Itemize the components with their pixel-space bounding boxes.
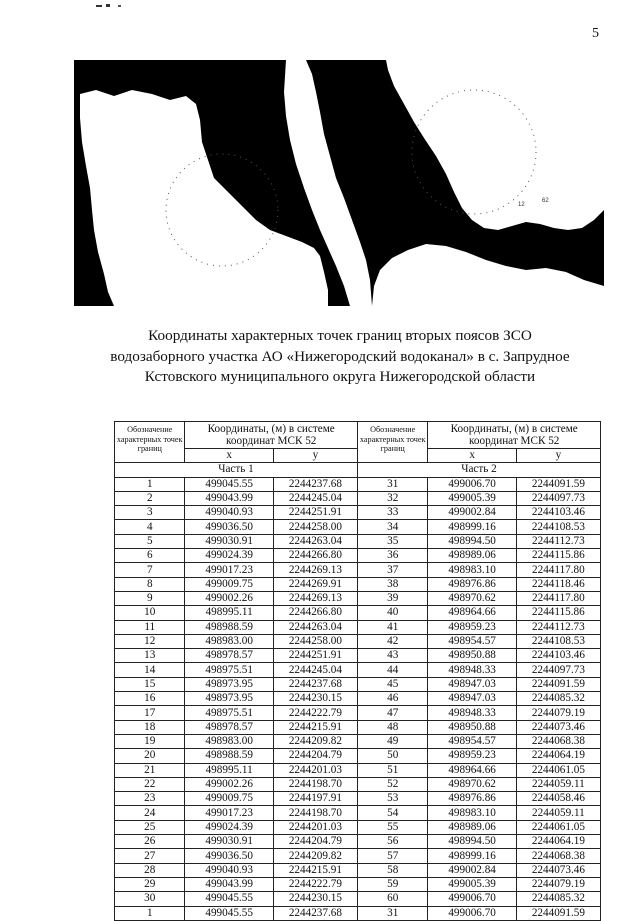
y-coordinate-cell: 2244112.73: [516, 534, 600, 548]
y-coordinate-cell: 2244073.46: [516, 863, 600, 877]
point-number-cell: 50: [357, 749, 427, 763]
table-row: [115, 591, 601, 605]
table-row: [115, 677, 601, 691]
y-coordinate-cell: 2244269.13: [273, 563, 357, 577]
point-designation-header: Обозначение характерных точек границ: [357, 422, 427, 463]
table-row: [115, 606, 601, 620]
point-number-cell: 1: [115, 906, 185, 920]
point-number-cell: 54: [357, 806, 427, 820]
table-row: [115, 820, 601, 834]
x-coordinate-cell: 499006.70: [428, 906, 516, 920]
point-number-cell: 3: [115, 506, 185, 520]
y-coordinate-cell: 2244064.19: [516, 749, 600, 763]
point-number-cell: 52: [357, 777, 427, 791]
point-number-cell: 36: [357, 549, 427, 563]
y-coordinate-cell: 2244064.19: [516, 835, 600, 849]
x-coordinate-cell: 499002.84: [428, 506, 516, 520]
table-row: [115, 835, 601, 849]
y-coordinate-cell: 2244079.19: [516, 877, 600, 891]
table-body: [115, 477, 601, 920]
x-coordinate-cell: 499006.70: [428, 892, 516, 906]
point-number-cell: 39: [357, 591, 427, 605]
table-row: [115, 734, 601, 748]
point-number-cell: 7: [115, 563, 185, 577]
y-coordinate-cell: 2244117.80: [516, 563, 600, 577]
x-column-header: x: [428, 449, 516, 463]
x-coordinate-cell: 498983.00: [185, 734, 273, 748]
point-number-cell: 45: [357, 677, 427, 691]
x-coordinate-cell: 498976.86: [428, 792, 516, 806]
table-row: [115, 663, 601, 677]
x-coordinate-cell: 498948.33: [428, 706, 516, 720]
x-coordinate-cell: 498975.51: [185, 706, 273, 720]
x-coordinate-cell: 498973.95: [185, 692, 273, 706]
x-coordinate-cell: 499043.99: [185, 491, 273, 505]
point-number-cell: 60: [357, 892, 427, 906]
x-coordinate-cell: 499030.91: [185, 534, 273, 548]
y-coordinate-cell: 2244245.04: [273, 491, 357, 505]
x-coordinate-cell: 498994.50: [428, 835, 516, 849]
point-number-cell: 30: [115, 892, 185, 906]
x-coordinate-cell: 498954.57: [428, 634, 516, 648]
y-coordinate-cell: 2244237.68: [273, 906, 357, 920]
x-coordinate-cell: 498978.57: [185, 720, 273, 734]
y-coordinate-cell: 2244108.53: [516, 520, 600, 534]
x-coordinate-cell: 499005.39: [428, 491, 516, 505]
x-coordinate-cell: 498983.00: [185, 634, 273, 648]
point-number-cell: 35: [357, 534, 427, 548]
x-coordinate-cell: 498995.11: [185, 606, 273, 620]
point-number-cell: 22: [115, 777, 185, 791]
x-coordinate-cell: 499040.93: [185, 863, 273, 877]
point-number-cell: 28: [115, 863, 185, 877]
table-row: [115, 877, 601, 891]
point-number-cell: 51: [357, 763, 427, 777]
point-number-cell: 5: [115, 534, 185, 548]
table-row: [115, 849, 601, 863]
coordinates-header: Координаты, (м) в системе координат МСК 52: [185, 422, 358, 449]
point-number-cell: 24: [115, 806, 185, 820]
y-coordinate-cell: 2244068.38: [516, 849, 600, 863]
x-coordinate-cell: 499045.55: [185, 892, 273, 906]
x-coordinate-cell: 499017.23: [185, 806, 273, 820]
map-point-label: 62: [542, 198, 549, 204]
y-coordinate-cell: 2244245.04: [273, 663, 357, 677]
y-coordinate-cell: 2244091.59: [516, 477, 600, 491]
y-coordinate-cell: 2244091.59: [516, 677, 600, 691]
y-coordinate-cell: 2244209.82: [273, 734, 357, 748]
y-coordinate-cell: 2244061.05: [516, 763, 600, 777]
table-row: [115, 534, 601, 548]
y-coordinate-cell: 2244258.00: [273, 634, 357, 648]
point-number-cell: 9: [115, 591, 185, 605]
y-coordinate-cell: 2244201.03: [273, 820, 357, 834]
x-coordinate-cell: 499043.99: [185, 877, 273, 891]
y-column-header: y: [516, 449, 600, 463]
table-row: [115, 506, 601, 520]
y-coordinate-cell: 2244269.13: [273, 591, 357, 605]
x-coordinate-cell: 498970.62: [428, 591, 516, 605]
point-number-cell: 57: [357, 849, 427, 863]
scan-artifact: [96, 2, 136, 10]
table-row: [115, 692, 601, 706]
point-number-cell: 27: [115, 849, 185, 863]
point-number-cell: 37: [357, 563, 427, 577]
y-coordinate-cell: 2244198.70: [273, 777, 357, 791]
y-coordinate-cell: 2244237.68: [273, 677, 357, 691]
point-number-cell: 1: [115, 477, 185, 491]
title-line: водозаборного участка АО «Нижегородский водоканал» в с. Запрудное: [110, 347, 570, 365]
y-coordinate-cell: 2244103.46: [516, 649, 600, 663]
y-coordinate-cell: 2244222.79: [273, 877, 357, 891]
title-line: Кстовского муниципального округа Нижегородской области: [144, 368, 536, 385]
point-number-cell: 32: [357, 491, 427, 505]
point-number-cell: 58: [357, 863, 427, 877]
point-number-cell: 31: [357, 906, 427, 920]
point-number-cell: 10: [115, 606, 185, 620]
x-coordinate-cell: 499002.26: [185, 591, 273, 605]
y-coordinate-cell: 2244118.46: [516, 577, 600, 591]
y-coordinate-cell: 2244073.46: [516, 720, 600, 734]
x-coordinate-cell: 499040.93: [185, 506, 273, 520]
point-number-cell: 19: [115, 734, 185, 748]
scanned-map: [74, 60, 604, 306]
y-coordinate-cell: 2244251.91: [273, 506, 357, 520]
y-coordinate-cell: 2244085.32: [516, 692, 600, 706]
y-coordinate-cell: 2244204.79: [273, 749, 357, 763]
table-row: [115, 892, 601, 906]
title-line: Координаты характерных точек границ вторых поясов ЗСО: [148, 327, 532, 344]
x-coordinate-cell: 498959.23: [428, 749, 516, 763]
table-row: [115, 863, 601, 877]
point-number-cell: 23: [115, 792, 185, 806]
table-row: [115, 763, 601, 777]
point-number-cell: 15: [115, 677, 185, 691]
y-coordinate-cell: 2244097.73: [516, 663, 600, 677]
point-number-cell: 53: [357, 792, 427, 806]
point-number-cell: 56: [357, 835, 427, 849]
x-coordinate-cell: 498983.10: [428, 806, 516, 820]
point-number-cell: 31: [357, 477, 427, 491]
x-coordinate-cell: 499024.39: [185, 549, 273, 563]
x-coordinate-cell: 498947.03: [428, 692, 516, 706]
point-number-cell: 13: [115, 649, 185, 663]
y-coordinate-cell: 2244230.15: [273, 692, 357, 706]
point-designation-header: Обозначение характерных точек границ: [115, 422, 185, 463]
x-coordinate-cell: 499036.50: [185, 849, 273, 863]
point-number-cell: 48: [357, 720, 427, 734]
y-coordinate-cell: 2244266.80: [273, 549, 357, 563]
y-coordinate-cell: 2244251.91: [273, 649, 357, 663]
point-number-cell: 6: [115, 549, 185, 563]
y-coordinate-cell: 2244079.19: [516, 706, 600, 720]
x-coordinate-cell: 499009.75: [185, 792, 273, 806]
y-coordinate-cell: 2244115.86: [516, 606, 600, 620]
y-coordinate-cell: 2244263.04: [273, 620, 357, 634]
table-row: [115, 477, 601, 491]
map-point-label: 12: [518, 202, 525, 208]
table-row: [115, 777, 601, 791]
point-number-cell: 33: [357, 506, 427, 520]
x-coordinate-cell: 499002.84: [428, 863, 516, 877]
table-row: [115, 706, 601, 720]
x-coordinate-cell: 499005.39: [428, 877, 516, 891]
y-coordinate-cell: 2244269.91: [273, 577, 357, 591]
y-coordinate-cell: 2244085.32: [516, 892, 600, 906]
coordinates-table: [114, 421, 601, 921]
point-number-cell: 42: [357, 634, 427, 648]
point-number-cell: 38: [357, 577, 427, 591]
x-coordinate-cell: 499017.23: [185, 563, 273, 577]
x-coordinate-cell: 498988.59: [185, 749, 273, 763]
point-number-cell: 26: [115, 835, 185, 849]
y-coordinate-cell: 2244258.00: [273, 520, 357, 534]
document-title: [80, 326, 600, 388]
x-coordinate-cell: 498988.59: [185, 620, 273, 634]
point-number-cell: 14: [115, 663, 185, 677]
part-2-label: Часть 2: [357, 463, 600, 477]
y-coordinate-cell: 2244108.53: [516, 634, 600, 648]
x-coordinate-cell: 498948.33: [428, 663, 516, 677]
x-coordinate-cell: 499002.26: [185, 777, 273, 791]
page-number: 5: [592, 26, 599, 41]
y-coordinate-cell: 2244091.59: [516, 906, 600, 920]
part-1-label: Часть 1: [115, 463, 358, 477]
table-row: [115, 749, 601, 763]
point-number-cell: 25: [115, 820, 185, 834]
table-row: [115, 649, 601, 663]
y-coordinate-cell: 2244215.91: [273, 863, 357, 877]
y-coordinate-cell: 2244058.46: [516, 792, 600, 806]
x-coordinate-cell: 499009.75: [185, 577, 273, 591]
point-number-cell: 44: [357, 663, 427, 677]
x-coordinate-cell: 498964.66: [428, 606, 516, 620]
x-coordinate-cell: 498964.66: [428, 763, 516, 777]
y-coordinate-cell: 2244097.73: [516, 491, 600, 505]
point-number-cell: 43: [357, 649, 427, 663]
x-coordinate-cell: 498983.10: [428, 563, 516, 577]
x-coordinate-cell: 499030.91: [185, 835, 273, 849]
x-coordinate-cell: 498950.88: [428, 720, 516, 734]
table-row: [115, 577, 601, 591]
point-number-cell: 34: [357, 520, 427, 534]
table-row: [115, 806, 601, 820]
x-coordinate-cell: 499045.55: [185, 906, 273, 920]
x-coordinate-cell: 499006.70: [428, 477, 516, 491]
y-coordinate-cell: 2244222.79: [273, 706, 357, 720]
table-row: [115, 549, 601, 563]
y-coordinate-cell: 2244230.15: [273, 892, 357, 906]
table-row: [115, 720, 601, 734]
table-row: [115, 491, 601, 505]
x-coordinate-cell: 498995.11: [185, 763, 273, 777]
point-number-cell: 55: [357, 820, 427, 834]
y-coordinate-cell: 2244059.11: [516, 806, 600, 820]
table-row: [115, 563, 601, 577]
x-coordinate-cell: 498999.16: [428, 520, 516, 534]
x-coordinate-cell: 498989.06: [428, 820, 516, 834]
y-coordinate-cell: 2244266.80: [273, 606, 357, 620]
point-number-cell: 21: [115, 763, 185, 777]
x-coordinate-cell: 498950.88: [428, 649, 516, 663]
point-number-cell: 4: [115, 520, 185, 534]
y-coordinate-cell: 2244059.11: [516, 777, 600, 791]
y-coordinate-cell: 2244112.73: [516, 620, 600, 634]
table-row: [115, 520, 601, 534]
x-coordinate-cell: 499036.50: [185, 520, 273, 534]
point-number-cell: 40: [357, 606, 427, 620]
x-column-header: x: [185, 449, 273, 463]
x-coordinate-cell: 498976.86: [428, 577, 516, 591]
point-number-cell: 46: [357, 692, 427, 706]
x-coordinate-cell: 499045.55: [185, 477, 273, 491]
table-row: [115, 634, 601, 648]
x-coordinate-cell: 498994.50: [428, 534, 516, 548]
point-number-cell: 49: [357, 734, 427, 748]
x-coordinate-cell: 498970.62: [428, 777, 516, 791]
point-number-cell: 12: [115, 634, 185, 648]
x-coordinate-cell: 498954.57: [428, 734, 516, 748]
x-coordinate-cell: 498973.95: [185, 677, 273, 691]
point-number-cell: 2: [115, 491, 185, 505]
point-number-cell: 41: [357, 620, 427, 634]
x-coordinate-cell: 498947.03: [428, 677, 516, 691]
y-coordinate-cell: 2244198.70: [273, 806, 357, 820]
y-coordinate-cell: 2244117.80: [516, 591, 600, 605]
table-row: [115, 792, 601, 806]
point-number-cell: 16: [115, 692, 185, 706]
y-coordinate-cell: 2244115.86: [516, 549, 600, 563]
y-column-header: y: [273, 449, 357, 463]
y-coordinate-cell: 2244263.04: [273, 534, 357, 548]
x-coordinate-cell: 498989.06: [428, 549, 516, 563]
x-coordinate-cell: 499024.39: [185, 820, 273, 834]
y-coordinate-cell: 2244197.91: [273, 792, 357, 806]
point-number-cell: 59: [357, 877, 427, 891]
y-coordinate-cell: 2244201.03: [273, 763, 357, 777]
y-coordinate-cell: 2244061.05: [516, 820, 600, 834]
table-row: [115, 906, 601, 920]
point-number-cell: 29: [115, 877, 185, 891]
x-coordinate-cell: 498999.16: [428, 849, 516, 863]
point-number-cell: 18: [115, 720, 185, 734]
x-coordinate-cell: 498959.23: [428, 620, 516, 634]
point-number-cell: 20: [115, 749, 185, 763]
y-coordinate-cell: 2244103.46: [516, 506, 600, 520]
point-number-cell: 17: [115, 706, 185, 720]
y-coordinate-cell: 2244209.82: [273, 849, 357, 863]
x-coordinate-cell: 498975.51: [185, 663, 273, 677]
y-coordinate-cell: 2244068.38: [516, 734, 600, 748]
point-number-cell: 47: [357, 706, 427, 720]
point-number-cell: 11: [115, 620, 185, 634]
y-coordinate-cell: 2244215.91: [273, 720, 357, 734]
y-coordinate-cell: 2244237.68: [273, 477, 357, 491]
y-coordinate-cell: 2244204.79: [273, 835, 357, 849]
point-number-cell: 8: [115, 577, 185, 591]
coordinates-header: Координаты, (м) в системе координат МСК 52: [428, 422, 601, 449]
x-coordinate-cell: 498978.57: [185, 649, 273, 663]
table-row: [115, 620, 601, 634]
